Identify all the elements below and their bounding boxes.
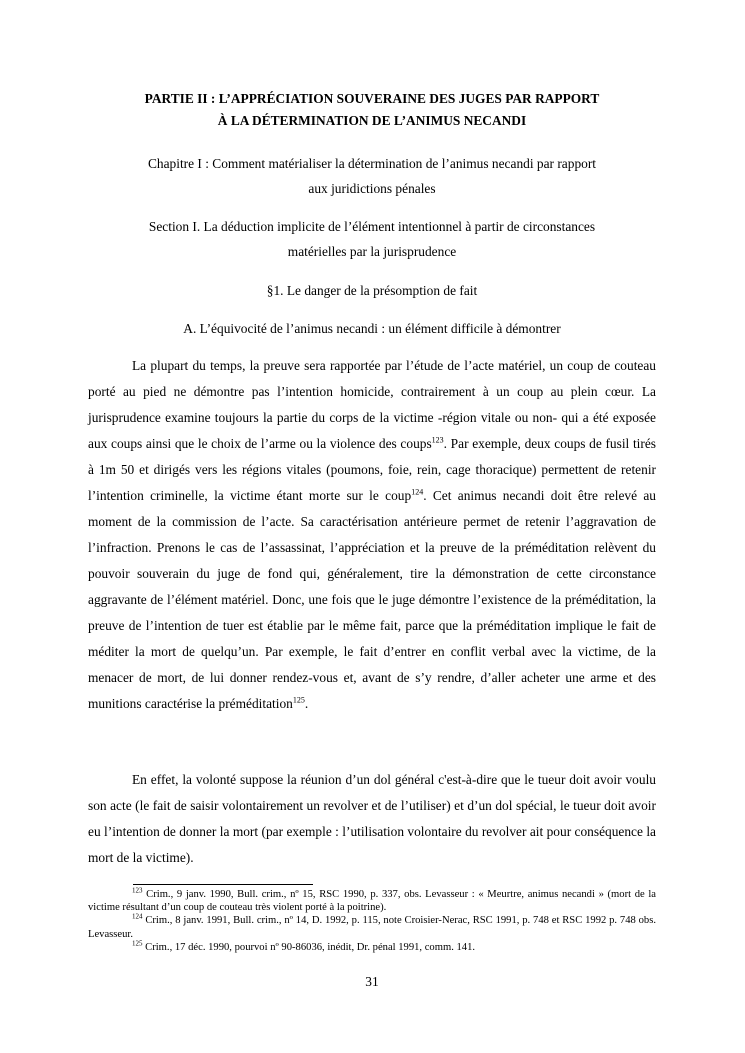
chapter-title-line-1: Chapitre I : Comment matérialiser la détermination de l’animus necandi par rapport bbox=[147, 156, 597, 171]
footnote-text-125: Crim., 17 déc. 1990, pourvoi nº 90-86036, inédit, Dr. pénal 1991, comm. 141. bbox=[142, 941, 476, 953]
footnote-ref-123[interactable]: 123 bbox=[431, 435, 444, 445]
part-title-line-1: PARTIE II : L’APPRÉCIATION SOUVERAINE DES JUGES PAR RAPPORT bbox=[144, 91, 600, 106]
footnote-ref-124[interactable]: 124 bbox=[411, 487, 424, 497]
footnotes bbox=[88, 888, 656, 954]
body-paragraph-2: En effet, la volonté suppose la réunion d’un dol général c'est-à-dire que le tueur doit avoir voulu son acte (le fait de saisir volontairement un revolver et de l’utiliser) et d’un dol spécial, le tueur doit avoir eu l’intention de donner la mort (par exemple : l’utilisation volontaire du revolver ait pour conséquence la mort de la victime). bbox=[88, 772, 656, 865]
section-title bbox=[88, 214, 656, 264]
footnote-ref-125[interactable]: 125 bbox=[292, 695, 305, 705]
footnote-separator bbox=[133, 884, 313, 885]
body-paragraph-1 bbox=[88, 353, 656, 717]
body-paragraph-1-part-3: . Cet animus necandi doit être relevé au moment de la commission de l’acte. Sa caractérisation antérieure permet de retenir l’aggravation de l’infraction. Prenons le cas de l’assassinat, l’appréciation et la preuve de la préméditation relèvent du pouvoir souverain du juge de fond qui, généralement, tire la démonstration de cette circonstance aggravante de l’élément matériel. Donc, une fois que le juge démontre l’existence de la préméditation, la preuve de l’intention de tuer est établie par le même fait, parce que la préméditation implique le fait de méditer la mort de quelqu’un. Par exemple, le fait d’entrer en conflit verbal avec la victime, de la menacer de mort, de lui donner rendez-vous et, avant de s’y rendre, d’aller acheter une arme et des munitions caractérise la préméditation bbox=[88, 488, 656, 711]
paragraph-heading: §1. Le danger de la présomption de fait bbox=[266, 283, 478, 298]
section-title-line-2: matérielles par la jurisprudence bbox=[287, 244, 457, 259]
footnote-number-123: 123 bbox=[132, 886, 143, 895]
footnote-124 bbox=[88, 914, 656, 940]
body-paragraph-1-part-4: . bbox=[304, 696, 309, 711]
footnote-text-124: Crim., 8 janv. 1991, Bull. crim., nº 14, D. 1992, p. 115, note Croisier-Nerac, RSC 1991, p. 748 et RSC 1992 p. 748 obs. Levasseur. bbox=[88, 915, 656, 940]
footnote-number-124: 124 bbox=[132, 912, 143, 921]
chapter-title-line-2: aux juridictions pénales bbox=[308, 181, 436, 196]
part-title-line-2: À LA DÉTERMINATION DE L’ANIMUS NECANDI bbox=[217, 113, 527, 128]
footnote-125 bbox=[88, 941, 656, 954]
chapter-title bbox=[88, 151, 656, 201]
footnote-text-123: Crim., 9 janv. 1990, Bull. crim., nº 15, RSC 1990, p. 337, obs. Levasseur : « Meurtre, animus necandi » (mort de la victime résultant d’un coup de couteau très violent porté à la poitrine). bbox=[88, 889, 656, 914]
footnote-123 bbox=[88, 888, 656, 914]
part-title bbox=[88, 88, 656, 132]
page-number: 31 bbox=[365, 974, 379, 989]
section-title-line-1: Section I. La déduction implicite de l’élément intentionnel à partir de circonstances bbox=[148, 219, 596, 234]
footnote-number-125: 125 bbox=[132, 939, 143, 948]
body-paragraph-1-part-1: La plupart du temps, la preuve sera rapportée par l’étude de l’acte matériel, un coup de couteau porté au pied ne démontre pas l’intention homicide, contrairement à un coup au plein cœur. La jurisprudence examine toujours la partie du corps de la victime -région vitale ou non- qui a été exposée aux coups ainsi que le choix de l’arme ou la violence des coups bbox=[88, 358, 656, 451]
subheading: A. L’équivocité de l’animus necandi : un élément difficile à démontrer bbox=[183, 321, 561, 336]
body-paragraph-1-part-2: . Par exemple, deux coups de fusil tirés à 1m 50 et dirigés vers les régions vitales (poumons, foie, rein, cage thoracique) permettent de retenir l’intention criminelle, la victime étant morte sur le coup bbox=[88, 436, 656, 503]
